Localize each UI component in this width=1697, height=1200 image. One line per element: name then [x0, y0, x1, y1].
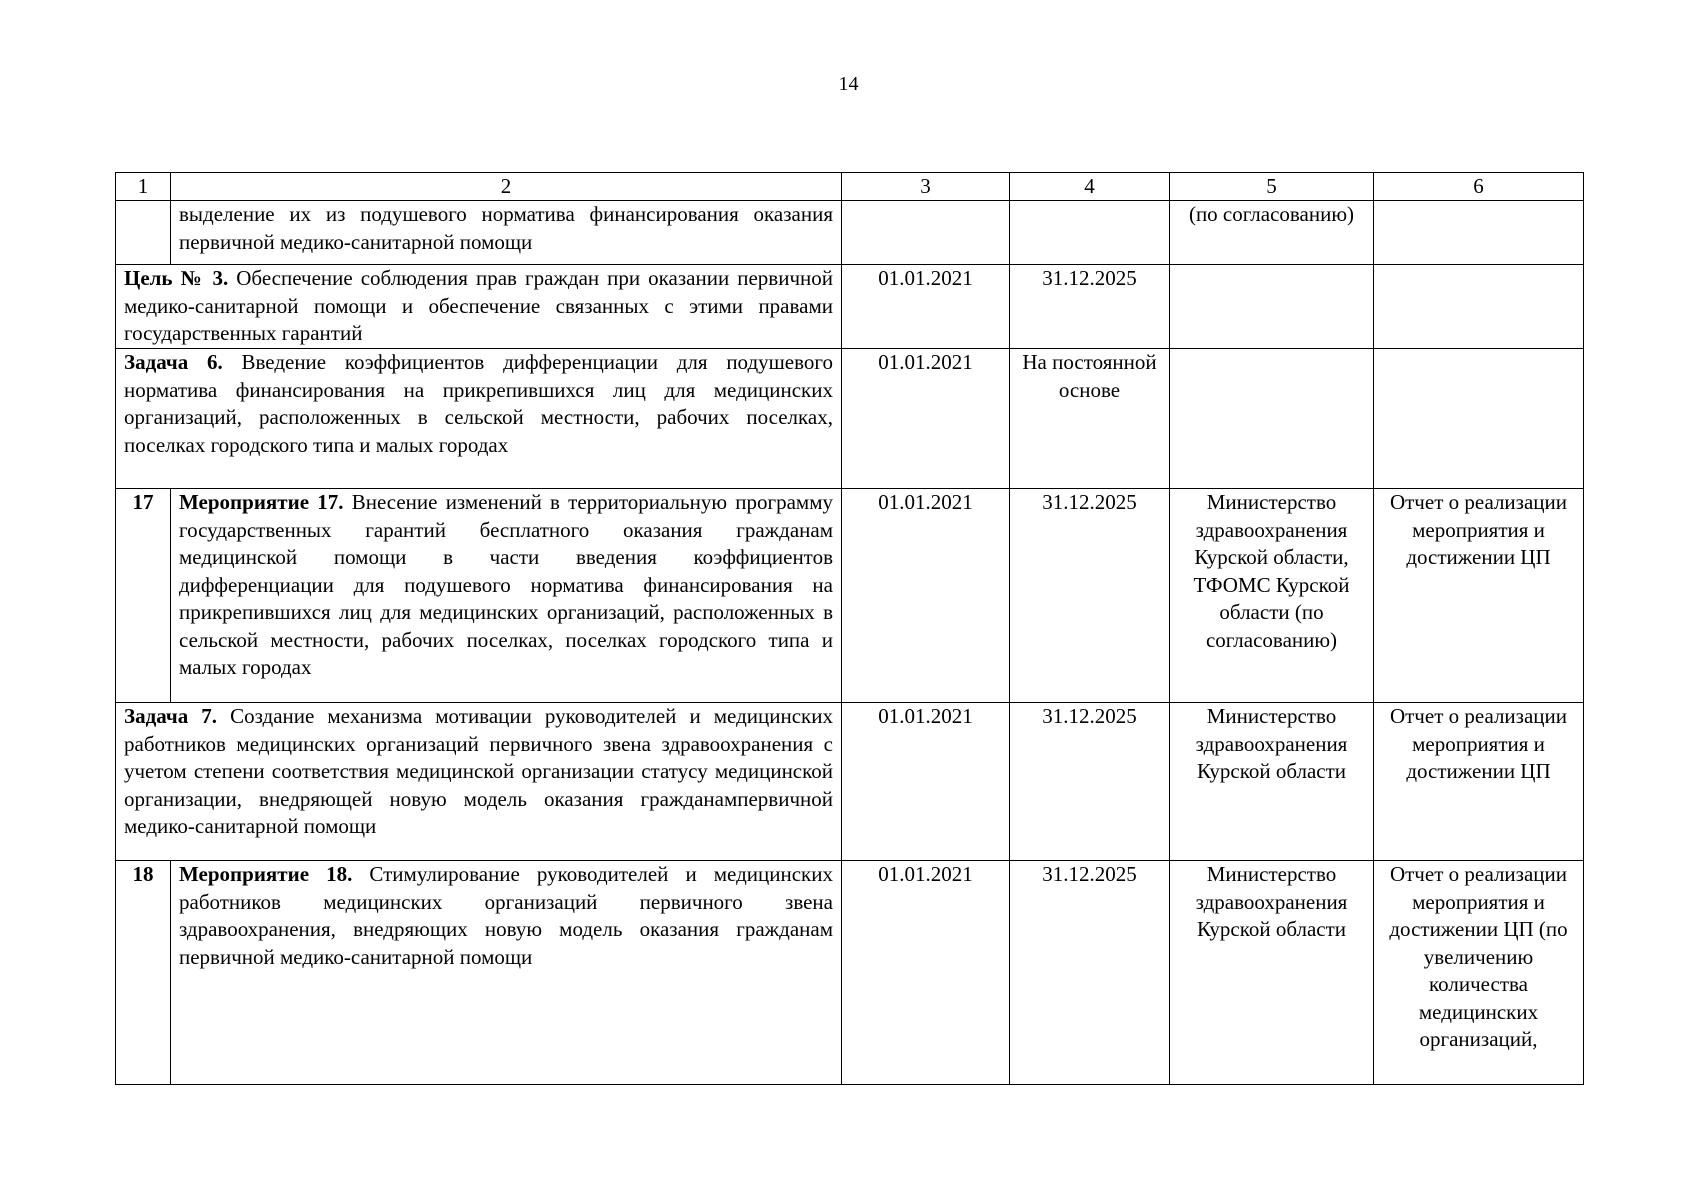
- column-header: 5: [1170, 173, 1374, 201]
- column-header: 6: [1374, 173, 1584, 201]
- task-row: [116, 349, 1584, 489]
- result-cell: Отчет о реализации мероприятия и достижении ЦП: [1374, 489, 1584, 703]
- event-text: Внесение изменений в территориальную программу государственных гарантий бесплатного оказания гражданам медицинской помощи в части введения коэффициентов дифференциации для подушевого норматива финансирования на прикрепившихся лиц для медицинских организаций, расположенных в сельской местности, рабочих поселках, поселках городского типа и малых городах: [179, 490, 833, 679]
- responsible-cell: Министерство здравоохранения Курской области: [1170, 861, 1374, 1085]
- table-row: [116, 201, 1584, 265]
- result-cell: Отчет о реализации мероприятия и достижении ЦП (по увеличению количества медицинских организаций,: [1374, 861, 1584, 1085]
- goal-text: Обеспечение соблюдения прав граждан при оказании первичной медико-санитарной помощи и обеспечение связанных с этими правами государственных гарантий: [124, 266, 833, 345]
- responsible-cell: Министерство здравоохранения Курской области, ТФОМС Курской области (по согласованию): [1170, 489, 1374, 703]
- start-date-cell: 01.01.2021: [842, 265, 1010, 349]
- table-header-row: [116, 173, 1584, 201]
- responsible-cell: (по согласованию): [1170, 201, 1374, 265]
- result-cell: [1374, 201, 1584, 265]
- start-date-cell: 01.01.2021: [842, 489, 1010, 703]
- task-label: Задача 6.: [124, 350, 223, 374]
- start-date-cell: 01.01.2021: [842, 703, 1010, 861]
- event-row: [116, 861, 1584, 1085]
- end-date-cell: [1010, 201, 1170, 265]
- event-label: Мероприятие 17.: [179, 490, 344, 514]
- end-date-cell: 31.12.2025: [1010, 703, 1170, 861]
- row-number-cell: 17: [116, 489, 171, 703]
- event-label: Мероприятие 18.: [179, 862, 353, 886]
- page-number: 14: [838, 73, 859, 95]
- action-plan-table: [115, 172, 1584, 1085]
- column-header: 3: [842, 173, 1010, 201]
- result-cell: [1374, 349, 1584, 489]
- end-date-cell: 31.12.2025: [1010, 265, 1170, 349]
- task-text: Создание механизма мотивации руководителей и медицинских работников медицинских организаций первичного звена здравоохранения с учетом степени соответствия медицинской организации статусу медицинской организации, внедряющей новую модель оказания гражданампервичной медико-санитарной помощи: [124, 704, 833, 838]
- goal-row: [116, 265, 1584, 349]
- row-number-cell: [116, 201, 171, 265]
- responsible-cell: Министерство здравоохранения Курской области: [1170, 703, 1374, 861]
- column-header: 2: [171, 173, 842, 201]
- task-text: Введение коэффициентов дифференциации для подушевого норматива финансирования на прикрепившихся лиц для медицинских организаций, расположенных в сельской местности, рабочих поселках, поселках городского типа и малых городах: [124, 350, 833, 457]
- task-description-cell: [116, 703, 842, 861]
- description-cell: выделение их из подушевого норматива финансирования оказания первичной медико-санитарной помощи: [171, 201, 842, 265]
- start-date-cell: 01.01.2021: [842, 861, 1010, 1085]
- end-date-cell: На постоянной основе: [1010, 349, 1170, 489]
- event-description-cell: [171, 489, 842, 703]
- responsible-cell: [1170, 265, 1374, 349]
- task-row: [116, 703, 1584, 861]
- column-header: 4: [1010, 173, 1170, 201]
- task-label: Задача 7.: [124, 704, 218, 728]
- end-date-cell: 31.12.2025: [1010, 489, 1170, 703]
- start-date-cell: [842, 201, 1010, 265]
- event-row: [116, 489, 1584, 703]
- event-description-cell: [171, 861, 842, 1085]
- goal-label: Цель № 3.: [124, 266, 229, 290]
- responsible-cell: [1170, 349, 1374, 489]
- row-number-cell: 18: [116, 861, 171, 1085]
- result-cell: Отчет о реализации мероприятия и достижении ЦП: [1374, 703, 1584, 861]
- start-date-cell: 01.01.2021: [842, 349, 1010, 489]
- event-text: Стимулирование руководителей и медицинских работников медицинских организаций первичного звена здравоохранения, внедряющих новую модель оказания гражданам первичной медико-санитарной помощи: [179, 862, 833, 969]
- column-header: 1: [116, 173, 171, 201]
- goal-description-cell: [116, 265, 842, 349]
- result-cell: [1374, 265, 1584, 349]
- end-date-cell: 31.12.2025: [1010, 861, 1170, 1085]
- task-description-cell: [116, 349, 842, 489]
